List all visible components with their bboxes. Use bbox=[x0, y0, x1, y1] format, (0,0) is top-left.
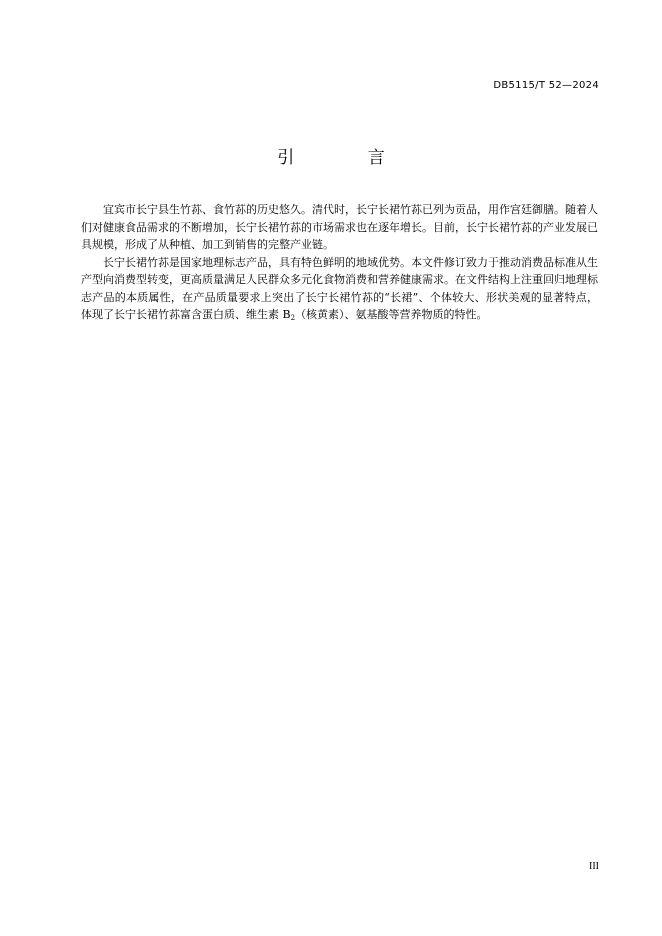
document-code: DB5115/T 52—2024 bbox=[493, 80, 599, 91]
paragraph-2 bbox=[81, 254, 598, 324]
paragraph-1: 宜宾市长宁县生竹荪、食竹荪的历史悠久。清代时，长宁长裙竹荪已列为贡品，用作宫廷御膳。随着人们对健康食品需求的不断增加，长宁长裙竹荪的市场需求也在逐年增长。目前，长宁长裙竹荪的产业发展已具规模，形成了从种植、加工到销售的完整产业链。 bbox=[81, 203, 598, 251]
body-text bbox=[81, 201, 598, 324]
paragraph-2-text-after: （核黄素）、氨基酸等营养物质的特性。 bbox=[295, 308, 488, 321]
vitamin-subscript: 2 bbox=[290, 314, 296, 322]
section-title: 引 言 bbox=[277, 148, 419, 168]
page-number: III bbox=[589, 861, 599, 872]
paragraph-2-text-before: 长宁长裙竹荪是国家地理标志产品，具有特色鲜明的地域优势。本文件修订致力于推动消费品标准从生产型向消费型转变，更高质量满足人民群众多元化食物消费和营养健康需求。在文件结构上注重回归地理标志产品的本质属性，在产品质量要求上突出了长宁长裙竹荪的“长裙”、个体较大、形状美观的显著特点，体现了长宁长裙竹荪富含蛋白质、维生素 B bbox=[81, 255, 598, 321]
